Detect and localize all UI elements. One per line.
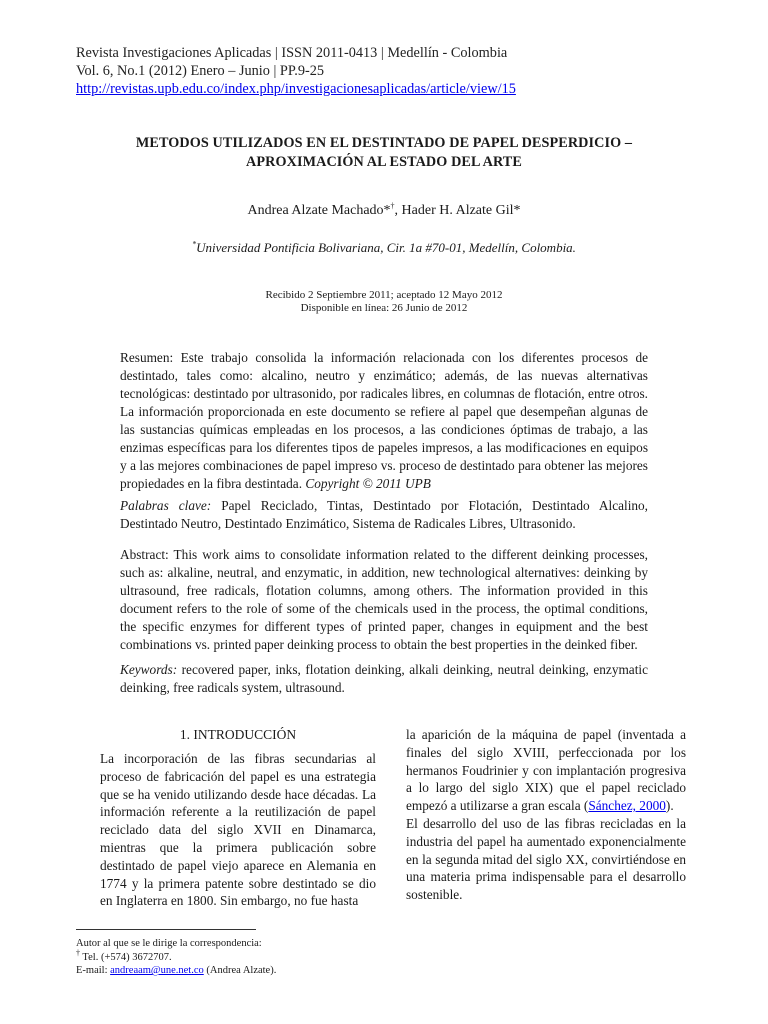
footnote-correspondence: Autor al que se le dirige la correspondencia: (76, 938, 262, 949)
paper-title (70, 134, 698, 172)
footnote-dagger: † (76, 948, 80, 957)
footnote-email-label: E-mail: (76, 965, 111, 976)
resumen-text: Resumen: Este trabajo consolida la información relacionada con los diferentes procesos de destintado, tales como: alcalino, neutro y enzimático; además, de las nuevas alternativas tecnológicas: destintado por ultrasonido, por radicales libres, en columnas de flotación, entre otros. La información proporcionada en este documento se refiere al papel que desempeñan algunas de las sustancias químicas empleadas en los procesos, a las condiciones óptimas de trabajo, a las enzimas específicas para los diferentes tipos de papeles impresos, a las modificaciones en equipos y a las mejores combinaciones de papel impreso vs. proceso de destintado para obtener las mejores propiedades en la fibra destintada. (120, 350, 648, 491)
intro-right-column (406, 726, 686, 904)
online-date: Disponible en línea: 26 Junio de 2012 (300, 302, 468, 314)
affiliation (0, 240, 768, 256)
article-dates (0, 289, 768, 315)
journal-info-line: Revista Investigaciones Aplicadas | ISSN 2011-0413 | Medellín - Colombia (76, 45, 508, 61)
affiliation-text: Universidad Pontificia Bolivariana, Cir. 1a #70-01, Medellín, Colombia. (196, 240, 576, 255)
footnote-phone: Tel. (+574) 3672707. (80, 951, 172, 963)
journal-header (76, 44, 516, 98)
author-2: , Hader H. Alzate Gil* (394, 203, 521, 218)
footnote-email-link[interactable]: andreaam@une.net.co (110, 965, 204, 976)
intro-right-text-b: ). (665, 798, 674, 814)
title-line-1: METODOS UTILIZADOS EN EL DESTINTADO DE PAPEL DESPERDICIO – (135, 135, 633, 151)
intro-left-text: La incorporación de las fibras secundarias al proceso de fabricación del papel es una estrategia que se ha venido utilizando desde hace décadas. La información referente a la reutilización de papel reciclado data del siglo XVII en Dinamarca, mientras que la primera publicación sobre destintado de papel viejo aparece en Alemania en 1774 y la primera patente sobre destintado se dio en Inglaterra en 1800. Sin embargo, no fue hasta (100, 751, 376, 909)
intro-right-paragraph-1 (406, 726, 686, 815)
article-url-link[interactable]: http://revistas.upb.edu.co/index.php/investigacionesaplicadas/article/view/15 (76, 81, 516, 97)
keywords-label: Keywords: (120, 662, 178, 677)
resumen-paragraph (120, 349, 648, 493)
palabras-clave-paragraph (120, 497, 648, 533)
authors (0, 203, 768, 219)
keywords-text: recovered paper, inks, flotation deinking, alkali deinking, neutral deinking, enzymatic deinking, free radicals system, ultrasound. (120, 662, 648, 695)
palabras-clave-text: Papel Reciclado, Tintas, Destintado por Flotación, Destintado Alcalino, Destintado Neutro, Destintado Enzimático, Sistema de Radicales Libres, Ultrasonido. (120, 498, 649, 531)
citation-sanchez-link[interactable]: Sánchez, 2000 (588, 798, 666, 814)
section-heading-introduccion: 1. INTRODUCCIÓN (179, 727, 297, 742)
footnote-divider (76, 929, 256, 930)
author-1-mark: † (390, 201, 395, 211)
title-line-2: APROXIMACIÓN AL ESTADO DEL ARTE (246, 154, 522, 170)
author-1: Andrea Alzate Machado* (247, 203, 391, 218)
footnote (76, 937, 276, 978)
intro-right-text-a: la aparición de la máquina de papel (inventada a finales del siglo XVIII, perfeccionada por los hermanos Foudrinier y con implantación progresiva a lo largo del siglo XIX) que el papel reciclado empezó a utilizarse a gran escala ( (406, 727, 686, 814)
intro-left-column (100, 750, 376, 910)
keywords-paragraph (120, 661, 648, 697)
copyright-text: Copyright © 2011 UPB (305, 476, 431, 491)
palabras-clave-label: Palabras clave: (120, 498, 212, 513)
received-date: Recibido 2 Septiembre 2011; aceptado 12 Mayo 2012 (265, 289, 503, 301)
footnote-phone-line (76, 948, 276, 965)
affiliation-mark: * (192, 239, 197, 249)
abstract-paragraph (120, 546, 648, 654)
intro-right-paragraph-2: El desarrollo del uso de las fibras recicladas en la industria del papel ha aumentado exponencialmente en la segunda mitad del siglo XX, convirtiéndose en una materia prima indispensable para el desarrollo sostenible. (406, 815, 686, 903)
abstract-text: Abstract: This work aims to consolidate information related to the different deinking processes, such as: alkaline, neutral, and enzymatic, in addition, new technological alternatives: deinking by ultrasound, free radicals, flotation columns, among others. The information provided in this document refers to the role of some of the chemicals used in the process, the optimal conditions, the specific enzymes for different types of printed paper, changes in equipment and the best combinations vs. printed paper deinking process to obtain the best properties in the deinked fiber. (120, 547, 648, 652)
footnote-email-line (76, 964, 276, 978)
journal-volume-line: Vol. 6, No.1 (2012) Enero – Junio | PP.9-25 (76, 63, 325, 79)
footnote-email-suffix: (Andrea Alzate). (203, 965, 277, 976)
